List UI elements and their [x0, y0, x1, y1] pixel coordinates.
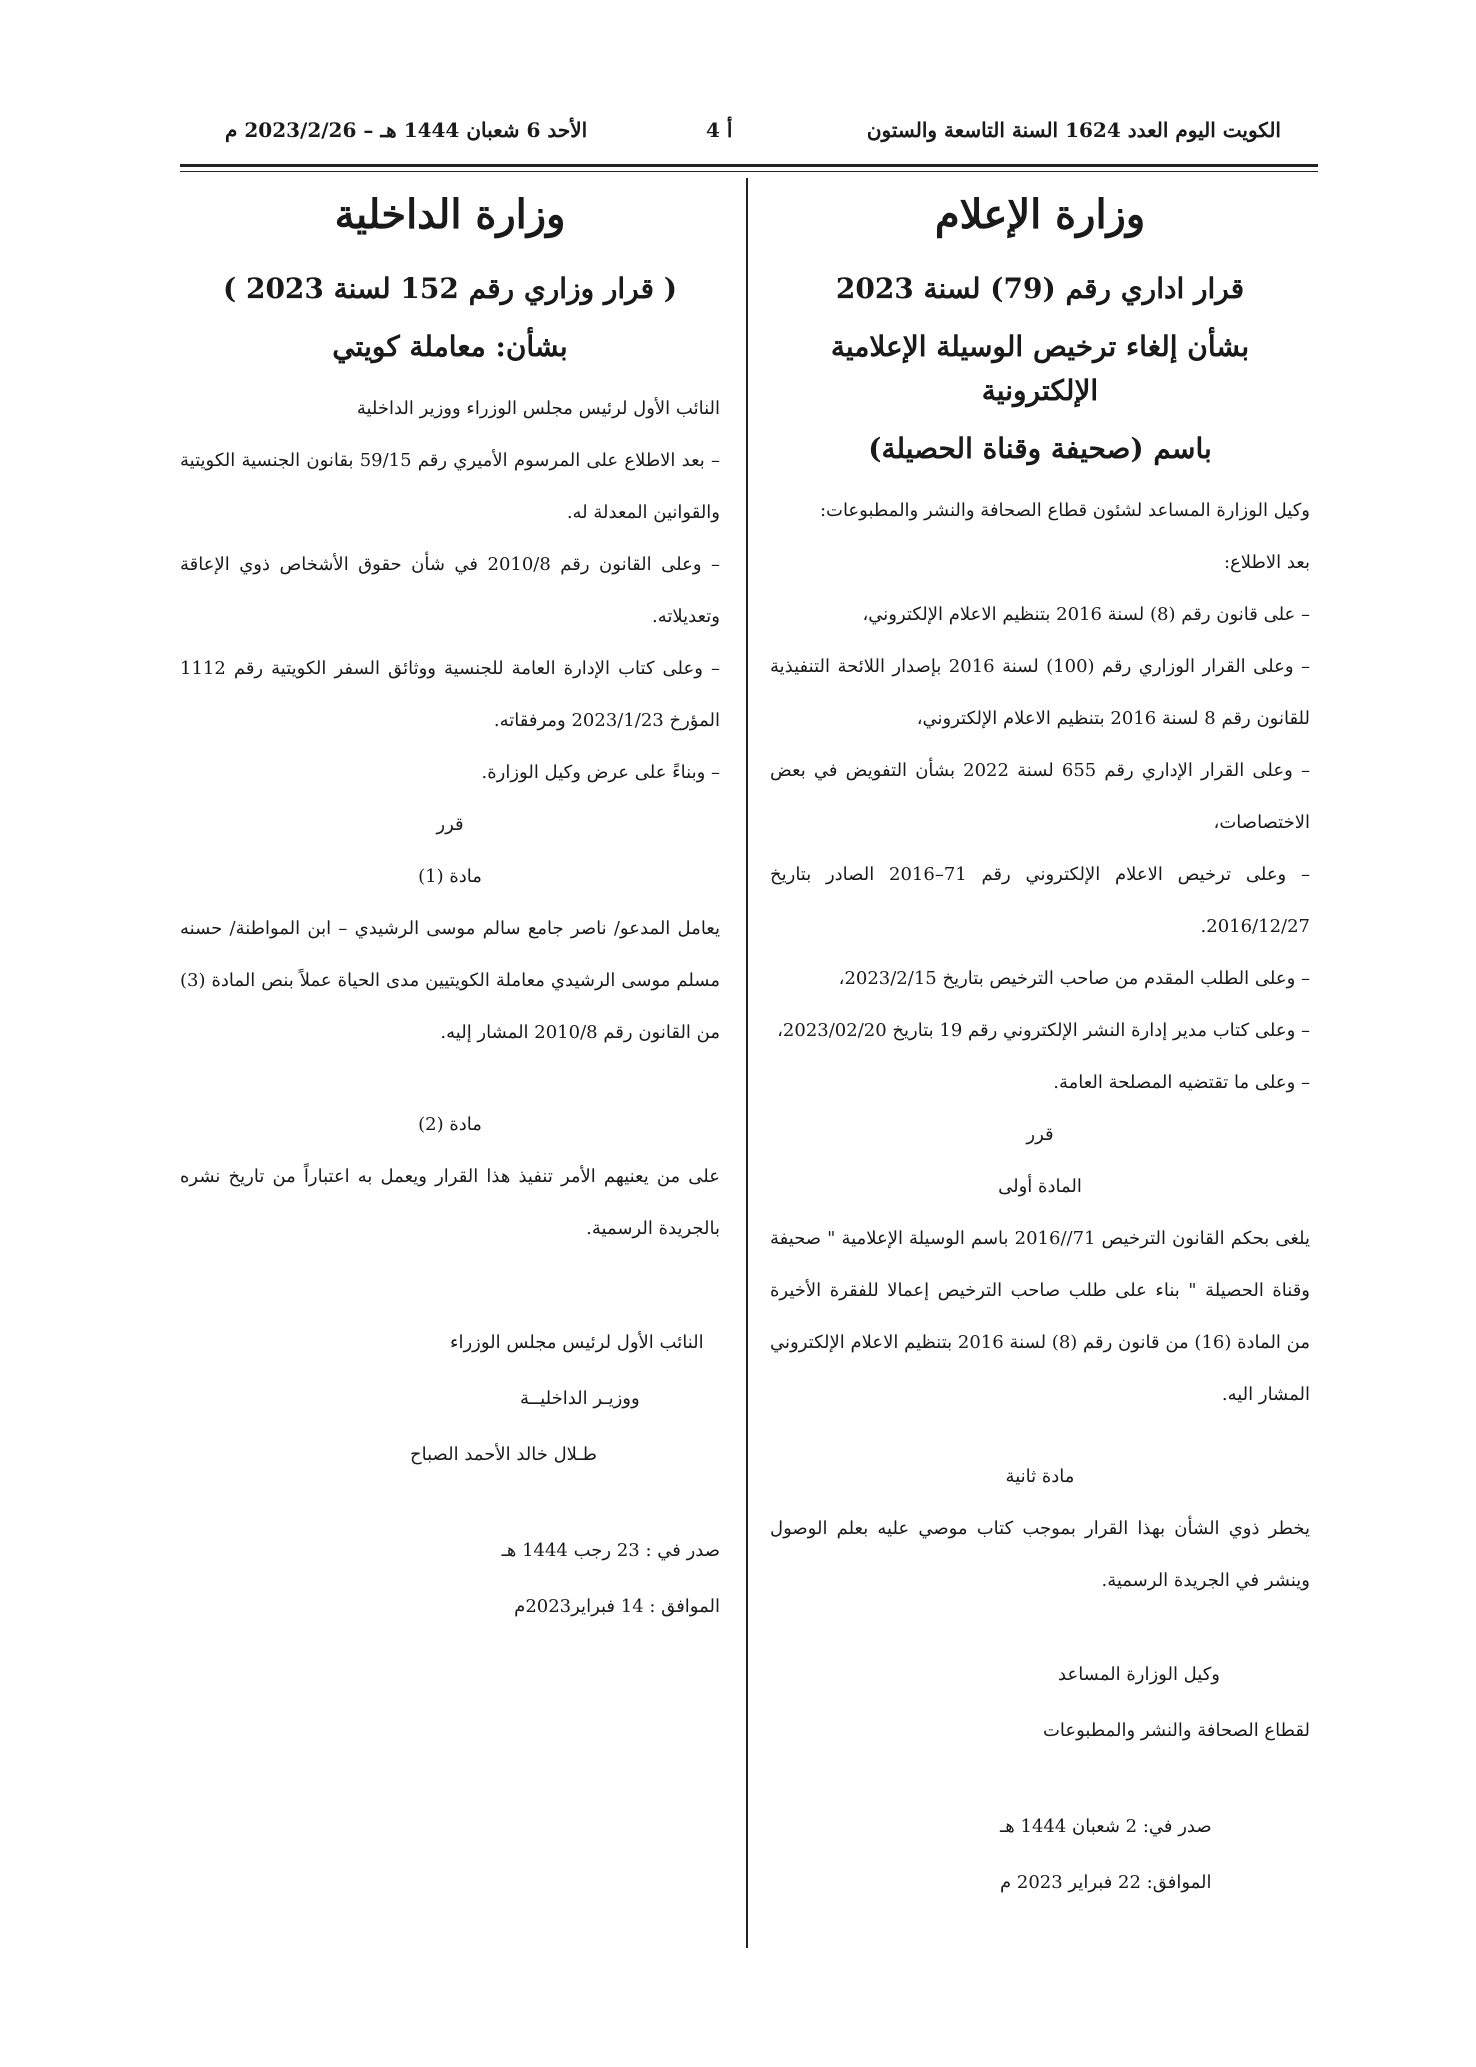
signatory-title: وكيل الوزارة المساعد	[1058, 1664, 1220, 1685]
decree-subject: بشأن: معاملة كويتي	[332, 330, 568, 363]
gregorian-date: الموافق : 14 فبراير2023م	[514, 1596, 720, 1617]
information-ministry-decree	[770, 185, 1310, 1911]
ministry-title: وزارة الداخلية	[334, 191, 566, 238]
preamble-clause: – بعد الاطلاع على المرسوم الأميري رقم 59/15 بقانون الجنسية الكويتية والقوانين المعدلة له.	[180, 450, 720, 523]
interior-ministry-decree	[180, 185, 720, 1635]
article-heading: مادة (1)	[418, 866, 482, 887]
preamble-clause: – وعلى ما تقتضيه المصلحة العامة.	[1053, 1072, 1310, 1093]
preamble-clause: – وعلى كتاب الإدارة العامة للجنسية ووثائق السفر الكويتية رقم 1112 المؤرخ 2023/1/23 ومرفقاته.	[180, 658, 720, 731]
issuer: وكيل الوزارة المساعد لشئون قطاع الصحافة والنشر والمطبوعات:	[819, 500, 1310, 521]
article-text: على من يعنيهم الأمر تنفيذ هذا القرار ويعمل به اعتباراً من تاريخ نشره بالجريدة الرسمية.	[180, 1166, 720, 1239]
article-heading: مادة ثانية	[1005, 1466, 1075, 1487]
header-issue: الكويت اليوم العدد 1624 السنة التاسعة والستون	[866, 118, 1281, 142]
article-text: يلغى بحكم القانون الترخيص 71//2016 باسم الوسيلة الإعلامية " صحيفة وقناة الحصيلة " بناء على طلب صاحب الترخيص إعمالا للفقرة الأخيرة من المادة (16) من قانون رقم (8) لسنة 2016 بتنظيم الاعلام الإلكتروني المشار اليه.	[770, 1228, 1310, 1405]
decree-title: ( قرار وزاري رقم 152 لسنة 2023 )	[222, 272, 678, 305]
issue-date: صدر في: 2 شعبان 1444 هـ	[1000, 1816, 1212, 1837]
article-heading: المادة أولى	[998, 1176, 1082, 1197]
header-rule-thick	[180, 164, 1318, 167]
gregorian-date: الموافق: 22 فبراير 2023 م	[1000, 1872, 1212, 1893]
issue-date: صدر في : 23 رجب 1444 هـ	[501, 1540, 720, 1561]
preamble-clause: – وعلى ترخيص الاعلام الإلكتروني رقم 71–2016 الصادر بتاريخ 2016/12/27.	[770, 864, 1310, 937]
header-rule-thin	[180, 171, 1318, 172]
preamble-clause: – وعلى القرار الوزاري رقم (100) لسنة 2016 بإصدار اللائحة التنفيذية للقانون رقم 8 لسنة 2016 بتنظيم الاعلام الإلكتروني،	[770, 656, 1310, 729]
decided-heading: قرر	[436, 814, 464, 835]
issuer: النائب الأول لرئيس مجلس الوزراء ووزير الداخلية	[356, 398, 720, 419]
preamble-clause: – وعلى الطلب المقدم من صاحب الترخيص بتاريخ 2023/2/15،	[838, 968, 1310, 989]
preamble-clause: – وعلى القانون رقم 2010/8 في شأن حقوق الأشخاص ذوي الإعاقة وتعديلاته.	[180, 554, 720, 627]
preamble-intro: بعد الاطلاع:	[1223, 552, 1310, 573]
article-text: يعامل المدعو/ ناصر جامع سالم موسى الرشيدي – ابن المواطنة/ حسنه مسلم موسى الرشيدي معاملة الكويتيين مدى الحياة عملاً بنص المادة (3) من القانون رقم 2010/8 المشار إليه.	[180, 918, 720, 1043]
decree-subject: بشأن إلغاء ترخيص الوسيلة الإعلامية الإلكترونية	[830, 330, 1250, 407]
signatory-name: طـلال خالد الأحمد الصباح	[410, 1444, 598, 1465]
decided-heading: قرر	[1026, 1124, 1054, 1145]
decree-subject-name: باسم (صحيفة وقناة الحصيلة)	[868, 432, 1212, 465]
preamble-clause: – وبناءً على عرض وكيل الوزارة.	[481, 762, 720, 783]
header-date: الأحد 6 شعبان 1444 هـ – 2023/2/26 م	[225, 118, 588, 142]
preamble-clause: – وعلى كتاب مدير إدارة النشر الإلكتروني رقم 19 بتاريخ 2023/02/20،	[777, 1020, 1310, 1041]
article-text: يخطر ذوي الشأن بهذا القرار بموجب كتاب موصي عليه بعلم الوصول وينشر في الجريدة الرسمية.	[770, 1518, 1310, 1591]
ministry-title: وزارة الإعلام	[934, 191, 1146, 238]
column-divider	[746, 178, 748, 1948]
header-page-number: أ 4	[706, 118, 733, 142]
signatory-sector: لقطاع الصحافة والنشر والمطبوعات	[1042, 1720, 1310, 1741]
preamble-clause: – وعلى القرار الإداري رقم 655 لسنة 2022 بشأن التفويض في بعض الاختصاصات،	[770, 760, 1310, 833]
decree-title: قرار اداري رقم (79) لسنة 2023	[835, 272, 1245, 305]
preamble-clause: – على قانون رقم (8) لسنة 2016 بتنظيم الاعلام الإلكتروني،	[862, 604, 1310, 625]
article-heading: مادة (2)	[418, 1114, 482, 1135]
signatory-ministry: ووزيـر الداخليــة	[520, 1388, 640, 1409]
signatory-title: النائب الأول لرئيس مجلس الوزراء	[450, 1332, 704, 1353]
